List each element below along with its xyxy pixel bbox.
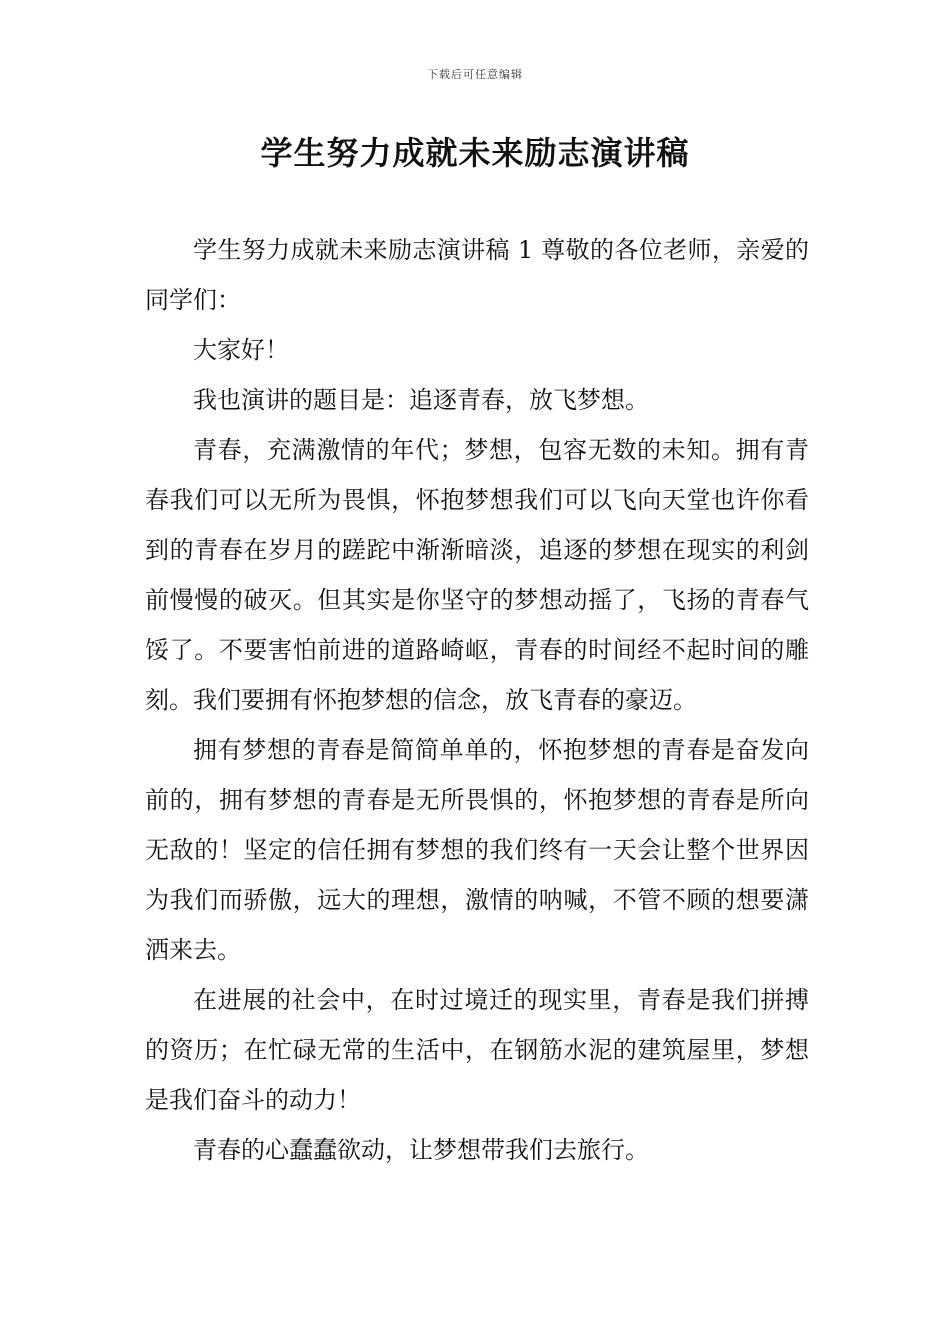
document-title: 学生努力成就未来励志演讲稿 [260,134,690,172]
paragraph-2: 大家好！ [193,336,289,364]
paragraph-5: 拥有梦想的青春是简简单单的，怀抱梦想的青春是奋发向前的，拥有梦想的青春是无所畏惧的，怀抱梦想的青春是所向无敌的！坚定的信任拥有梦想的我们终有一天会让整个世界因为我们而骄傲，远大的理想，激情的呐喊，不管不顾的想要潇洒来去。 [145,736,809,964]
paragraph-7: 青春的心蠢蠢欲动，让梦想带我们去旅行。 [193,1136,649,1164]
paragraph-4: 青春，充满激情的年代；梦想，包容无数的未知。拥有青春我们可以无所为畏惧，怀抱梦想我们可以飞向天堂也许你看到的青春在岁月的蹉跎中渐渐暗淡，追逐的梦想在现实的利剑前慢慢的破灭。但其实是你坚守的梦想动摇了，飞扬的青春气馁了。不要害怕前进的道路崎岖，青春的时间经不起时间的雕刻。我们要拥有怀抱梦想的信念，放飞青春的豪迈。 [145,436,809,714]
document-body [145,225,809,1175]
paragraph-3: 我也演讲的题目是：追逐青春，放飞梦想。 [193,386,649,414]
paragraph-6: 在进展的社会中，在时过境迁的现实里，青春是我们拼搏的资历；在忙碌无常的生活中，在钢筋水泥的建筑屋里，梦想是我们奋斗的动力！ [145,986,809,1114]
paragraph-1: 学生努力成就未来励志演讲稿 1 尊敬的各位老师，亲爱的同学们： [145,236,809,314]
page-header: 下载后可任意编辑 [427,68,523,81]
